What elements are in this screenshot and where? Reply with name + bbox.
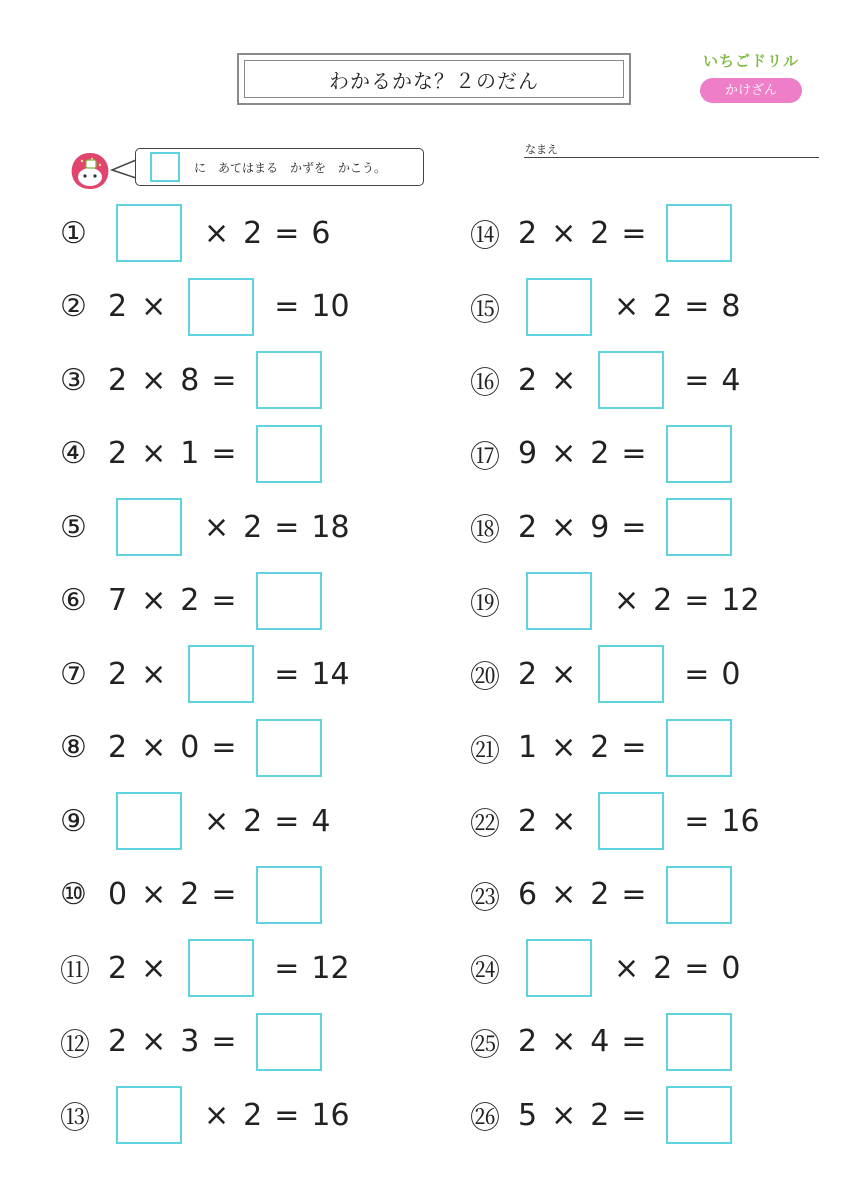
answer-box[interactable] xyxy=(666,1013,732,1071)
problem-number: ⑨ xyxy=(60,803,87,839)
times-sign: × xyxy=(204,509,230,545)
problem-row xyxy=(60,938,352,998)
number: 3 xyxy=(180,1024,200,1059)
number: 2 xyxy=(653,950,673,986)
number: 12 xyxy=(721,583,760,618)
equals-sign: = xyxy=(211,583,237,618)
number: 0 xyxy=(180,730,200,765)
answer-box[interactable] xyxy=(116,792,182,850)
times-sign: × xyxy=(204,1097,230,1133)
answer-box[interactable] xyxy=(598,645,664,703)
problem-number: ⑰ xyxy=(470,439,500,475)
problem-row xyxy=(470,644,742,704)
brand-logo: いちごドリル xyxy=(702,52,799,70)
number: 18 xyxy=(311,509,350,545)
problem-number: ⑲ xyxy=(470,586,500,622)
answer-box[interactable] xyxy=(256,572,322,630)
answer-box[interactable] xyxy=(116,204,182,262)
name-label: なまえ xyxy=(525,143,558,156)
answer-box[interactable] xyxy=(116,498,182,556)
problem-row xyxy=(470,497,742,557)
problem-row xyxy=(470,571,762,631)
equals-sign: = xyxy=(211,877,237,912)
problem-number: ③ xyxy=(60,362,87,398)
equals-sign: = xyxy=(274,803,300,839)
equals-sign: = xyxy=(684,362,710,398)
brand xyxy=(700,50,802,103)
number: 7 xyxy=(108,583,128,618)
equals-sign: = xyxy=(211,730,237,765)
answer-box[interactable] xyxy=(598,792,664,850)
number: 1 xyxy=(180,436,200,471)
number: 6 xyxy=(311,215,331,251)
problem-row xyxy=(470,203,742,263)
problem-row xyxy=(60,424,332,484)
problem-row xyxy=(60,277,352,337)
answer-box[interactable] xyxy=(598,351,664,409)
number: 2 xyxy=(243,803,263,839)
problem-number: ⑫ xyxy=(60,1027,90,1063)
times-sign: × xyxy=(141,436,167,471)
equals-sign: = xyxy=(274,950,300,986)
problem-row xyxy=(470,350,742,410)
equals-sign: = xyxy=(684,950,710,986)
number: 2 xyxy=(518,803,538,839)
problem-number: ⑩ xyxy=(60,877,87,912)
problem-number: ㉓ xyxy=(470,880,500,916)
sample-answer-box xyxy=(150,152,180,182)
times-sign: × xyxy=(141,730,167,765)
problem-number: ⑮ xyxy=(470,292,500,328)
answer-box[interactable] xyxy=(666,425,732,483)
number: 9 xyxy=(590,509,610,545)
problem-number: ㉒ xyxy=(470,807,500,842)
number: 2 xyxy=(590,436,610,471)
number: 2 xyxy=(243,509,263,545)
problem-row xyxy=(60,1085,352,1145)
times-sign: × xyxy=(551,877,577,912)
problem-row xyxy=(60,350,332,410)
number: 2 xyxy=(518,1024,538,1059)
times-sign: × xyxy=(551,1097,577,1133)
times-sign: × xyxy=(141,656,167,692)
number: 2 xyxy=(108,362,128,398)
equals-sign: = xyxy=(274,215,300,251)
equals-sign: = xyxy=(211,436,237,471)
problem-row xyxy=(470,791,762,851)
number: 2 xyxy=(590,215,610,251)
equals-sign: = xyxy=(621,877,647,912)
problem-number: ① xyxy=(60,215,87,251)
answer-box[interactable] xyxy=(256,1013,322,1071)
number: 6 xyxy=(518,877,538,912)
problem-number: ㉕ xyxy=(470,1027,500,1063)
times-sign: × xyxy=(551,730,577,765)
equals-sign: = xyxy=(621,436,647,471)
number: 4 xyxy=(721,362,741,398)
times-sign: × xyxy=(141,950,167,986)
number: 0 xyxy=(721,950,741,986)
answer-box[interactable] xyxy=(666,1086,732,1144)
answer-box[interactable] xyxy=(666,866,732,924)
number: 8 xyxy=(180,362,200,398)
problem-number: ㉖ xyxy=(470,1101,500,1136)
problem-number: ⑳ xyxy=(470,660,500,695)
equals-sign: = xyxy=(274,1097,300,1133)
answer-box[interactable] xyxy=(666,204,732,262)
times-sign: × xyxy=(551,436,577,471)
problem-number: ⑭ xyxy=(470,219,500,254)
problem-row xyxy=(470,1085,742,1145)
number: 2 xyxy=(518,362,538,398)
answer-box[interactable] xyxy=(256,351,322,409)
problem-number: ⑧ xyxy=(60,730,87,765)
times-sign: × xyxy=(141,289,167,324)
problem-number: ⑦ xyxy=(60,656,87,692)
number: 2 xyxy=(108,289,128,324)
times-sign: × xyxy=(141,877,167,912)
worksheet-title: わかるかな？２のだん xyxy=(244,60,624,98)
problem-row xyxy=(60,497,352,557)
answer-box[interactable] xyxy=(666,498,732,556)
equals-sign: = xyxy=(684,289,710,324)
times-sign: × xyxy=(551,803,577,839)
answer-box[interactable] xyxy=(256,425,322,483)
equals-sign: = xyxy=(211,362,237,398)
answer-box[interactable] xyxy=(526,278,592,336)
answer-box[interactable] xyxy=(526,572,592,630)
problem-number: ㉔ xyxy=(470,954,500,989)
number: 4 xyxy=(311,803,331,839)
number: 2 xyxy=(108,730,128,765)
times-sign: × xyxy=(614,583,640,618)
problem-row xyxy=(470,424,742,484)
number: 2 xyxy=(653,289,673,324)
number: 1 xyxy=(518,730,538,765)
name-write-line[interactable] xyxy=(524,157,819,158)
problem-row xyxy=(470,718,742,778)
times-sign: × xyxy=(614,289,640,324)
number: 2 xyxy=(590,1097,610,1133)
times-sign: × xyxy=(551,215,577,251)
number: 0 xyxy=(721,656,741,692)
answer-box[interactable] xyxy=(666,719,732,777)
problem-row xyxy=(60,571,332,631)
number: 2 xyxy=(518,656,538,692)
number: 2 xyxy=(243,215,263,251)
category-badge: かけざん xyxy=(700,78,802,103)
number: 8 xyxy=(721,289,741,324)
equals-sign: = xyxy=(621,1097,647,1133)
instruction-bubble xyxy=(135,148,424,186)
problem-number: ⑤ xyxy=(60,509,87,545)
number: 2 xyxy=(653,583,673,618)
answer-box[interactable] xyxy=(188,939,254,997)
equals-sign: = xyxy=(211,1024,237,1059)
number: 2 xyxy=(108,436,128,471)
instruction-text: に あてはまる かずを かこう。 xyxy=(194,160,387,175)
problem-row xyxy=(470,277,742,337)
answer-box[interactable] xyxy=(188,645,254,703)
times-sign: × xyxy=(141,362,167,398)
problem-number: ④ xyxy=(60,436,87,471)
answer-box[interactable] xyxy=(116,1086,182,1144)
times-sign: × xyxy=(551,362,577,398)
problem-number: ⑪ xyxy=(60,954,90,989)
equals-sign: = xyxy=(621,1024,647,1059)
number: 14 xyxy=(311,656,350,692)
problem-row xyxy=(470,1012,742,1072)
number: 2 xyxy=(518,215,538,251)
equals-sign: = xyxy=(274,509,300,545)
number: 4 xyxy=(590,1024,610,1059)
number: 10 xyxy=(311,289,350,324)
strawberry-mascot-icon xyxy=(68,147,112,191)
number: 16 xyxy=(721,803,760,839)
equals-sign: = xyxy=(274,656,300,692)
equals-sign: = xyxy=(684,656,710,692)
equals-sign: = xyxy=(621,730,647,765)
equals-sign: = xyxy=(684,803,710,839)
number: 2 xyxy=(518,509,538,545)
times-sign: × xyxy=(204,803,230,839)
times-sign: × xyxy=(551,509,577,545)
answer-box[interactable] xyxy=(526,939,592,997)
times-sign: × xyxy=(141,583,167,618)
number: 0 xyxy=(108,877,128,912)
answer-box[interactable] xyxy=(256,719,322,777)
times-sign: × xyxy=(551,656,577,692)
problem-row xyxy=(470,865,742,925)
title-frame xyxy=(237,53,631,105)
number: 5 xyxy=(518,1097,538,1133)
number: 2 xyxy=(108,656,128,692)
problem-number: ② xyxy=(60,289,87,324)
number: 2 xyxy=(590,877,610,912)
number: 9 xyxy=(518,436,538,471)
problem-row xyxy=(60,718,332,778)
equals-sign: = xyxy=(621,215,647,251)
answer-box[interactable] xyxy=(188,278,254,336)
answer-box[interactable] xyxy=(256,866,322,924)
times-sign: × xyxy=(551,1024,577,1059)
problem-row xyxy=(60,203,332,263)
times-sign: × xyxy=(614,950,640,986)
equals-sign: = xyxy=(274,289,300,324)
problem-number: ⑬ xyxy=(60,1101,90,1136)
number: 2 xyxy=(243,1097,263,1133)
number: 2 xyxy=(108,950,128,986)
number: 2 xyxy=(180,877,200,912)
times-sign: × xyxy=(141,1024,167,1059)
number: 2 xyxy=(108,1024,128,1059)
problem-row xyxy=(470,938,742,998)
equals-sign: = xyxy=(684,583,710,618)
times-sign: × xyxy=(204,215,230,251)
number: 12 xyxy=(311,950,350,986)
number: 2 xyxy=(590,730,610,765)
problem-number: ⑯ xyxy=(470,366,500,401)
problem-number: ㉑ xyxy=(470,733,500,769)
problem-row xyxy=(60,791,332,851)
problem-row xyxy=(60,1012,332,1072)
problem-row xyxy=(60,865,332,925)
problem-number: ⑥ xyxy=(60,583,87,618)
problem-row xyxy=(60,644,352,704)
number: 2 xyxy=(180,583,200,618)
number: 16 xyxy=(311,1097,350,1133)
problem-number: ⑱ xyxy=(470,513,500,548)
equals-sign: = xyxy=(621,509,647,545)
